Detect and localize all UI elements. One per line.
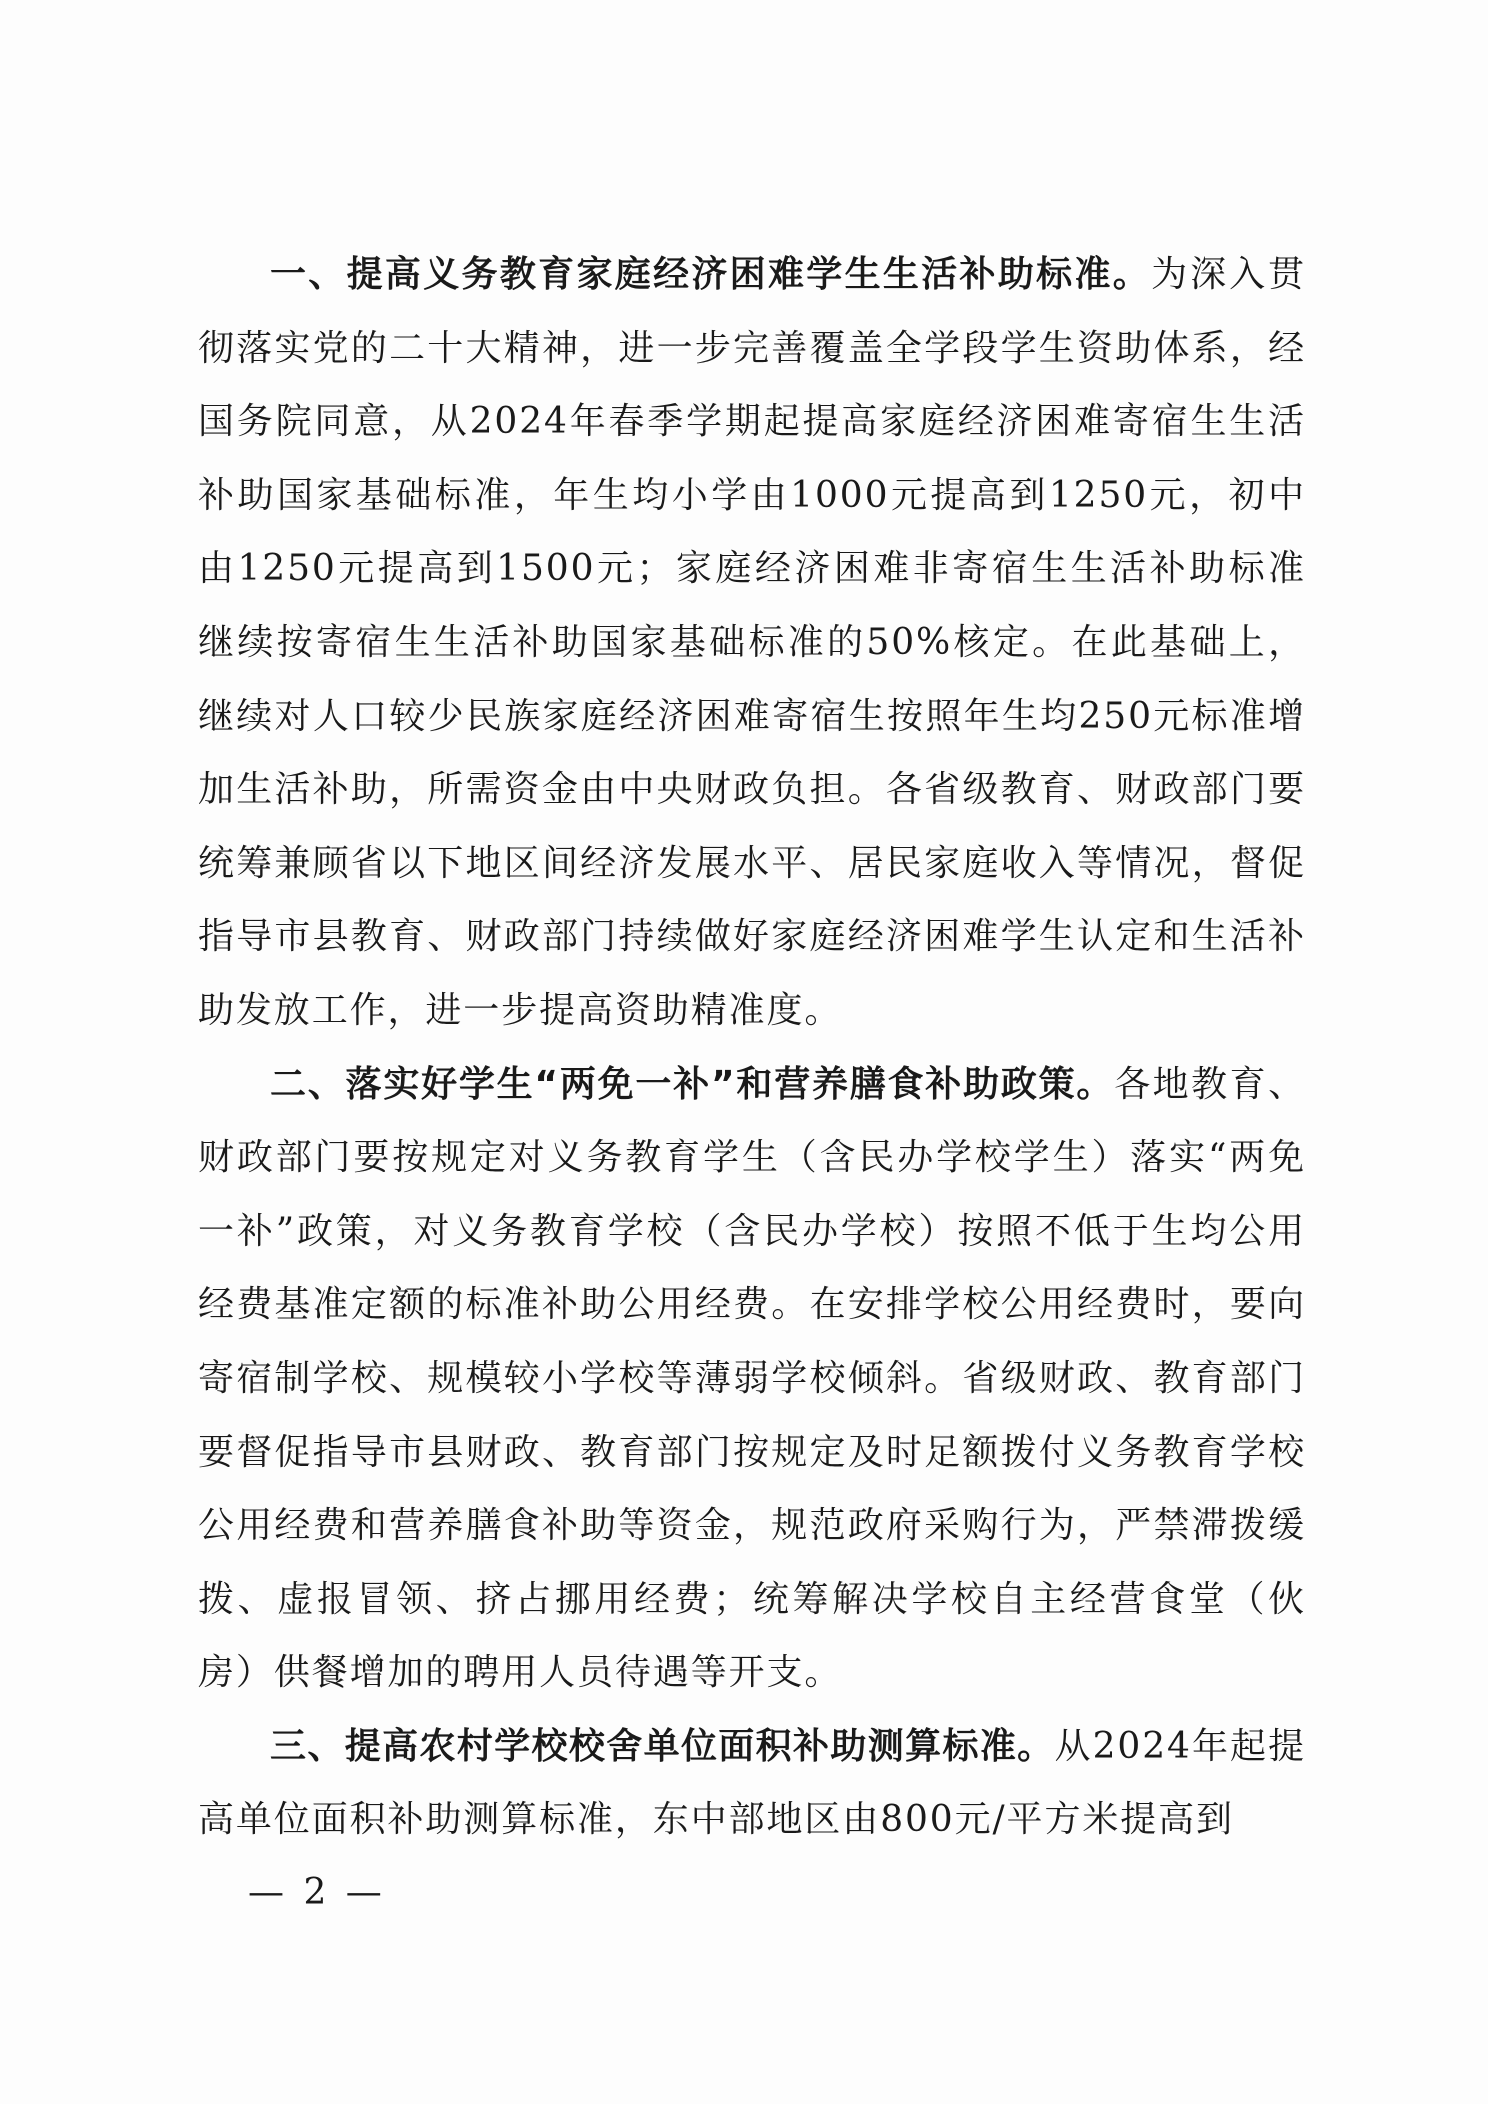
section-three-paragraph (198, 1710, 1306, 1857)
section-three-heading: 三、提高农村学校校舍单位面积补助测算标准。 (270, 1725, 1055, 1767)
section-one-paragraph (198, 238, 1306, 1048)
section-one-heading: 一、提高义务教育家庭经济困难学生生活补助标准。 (270, 254, 1152, 295)
section-two-heading: 二、落实好学生“两免一补”和营养膳食补助政策。 (270, 1063, 1115, 1105)
page-number: — 2 — (248, 1872, 386, 1913)
document-body (198, 238, 1306, 1857)
section-one-body: 为深入贯彻落实党的二十大精神，进一步完善覆盖全学段学生资助体系，经国务院同意，从2024年春季学期起提高家庭经济困难寄宿生生活补助国家基础标准，年生均小学由1000元提高到1250元，初中由1250元提高到1500元；家庭经济困难非寄宿生生活补助标准继续按寄宿生生活补助国家基础标准的50%核定。在此基础上，继续对人口较少民族家庭经济困难寄宿生按照年生均250元标准增加生活补助，所需资金由中央财政负担。各省级教育、财政部门要统筹兼顾省以下地区间经济发展水平、居民家庭收入等情况，督促指导市县教育、财政部门持续做好家庭经济困难学生认定和生活补助发放工作，进一步提高资助精准度。 (198, 254, 1306, 1031)
section-two-body: 各地教育、财政部门要按规定对义务教育学生（含民办学校学生）落实“两免一补”政策，对义务教育学校（含民办学校）按照不低于生均公用经费基准定额的标准补助公用经费。在安排学校公用经费时，要向寄宿制学校、规模较小学校等薄弱学校倾斜。省级财政、教育部门要督促指导市县财政、教育部门按规定及时足额拨付义务教育学校公用经费和营养膳食补助等资金，规范政府采购行为，严禁滞拨缓拨、虚报冒领、挤占挪用经费；统筹解决学校自主经营食堂（伙房）供餐增加的聘用人员待遇等开支。 (198, 1063, 1306, 1694)
section-three-body: 从2024年起提高单位面积补助测算标准，东中部地区由800元/平方米提高到 (198, 1725, 1306, 1841)
section-two-paragraph (198, 1048, 1306, 1710)
